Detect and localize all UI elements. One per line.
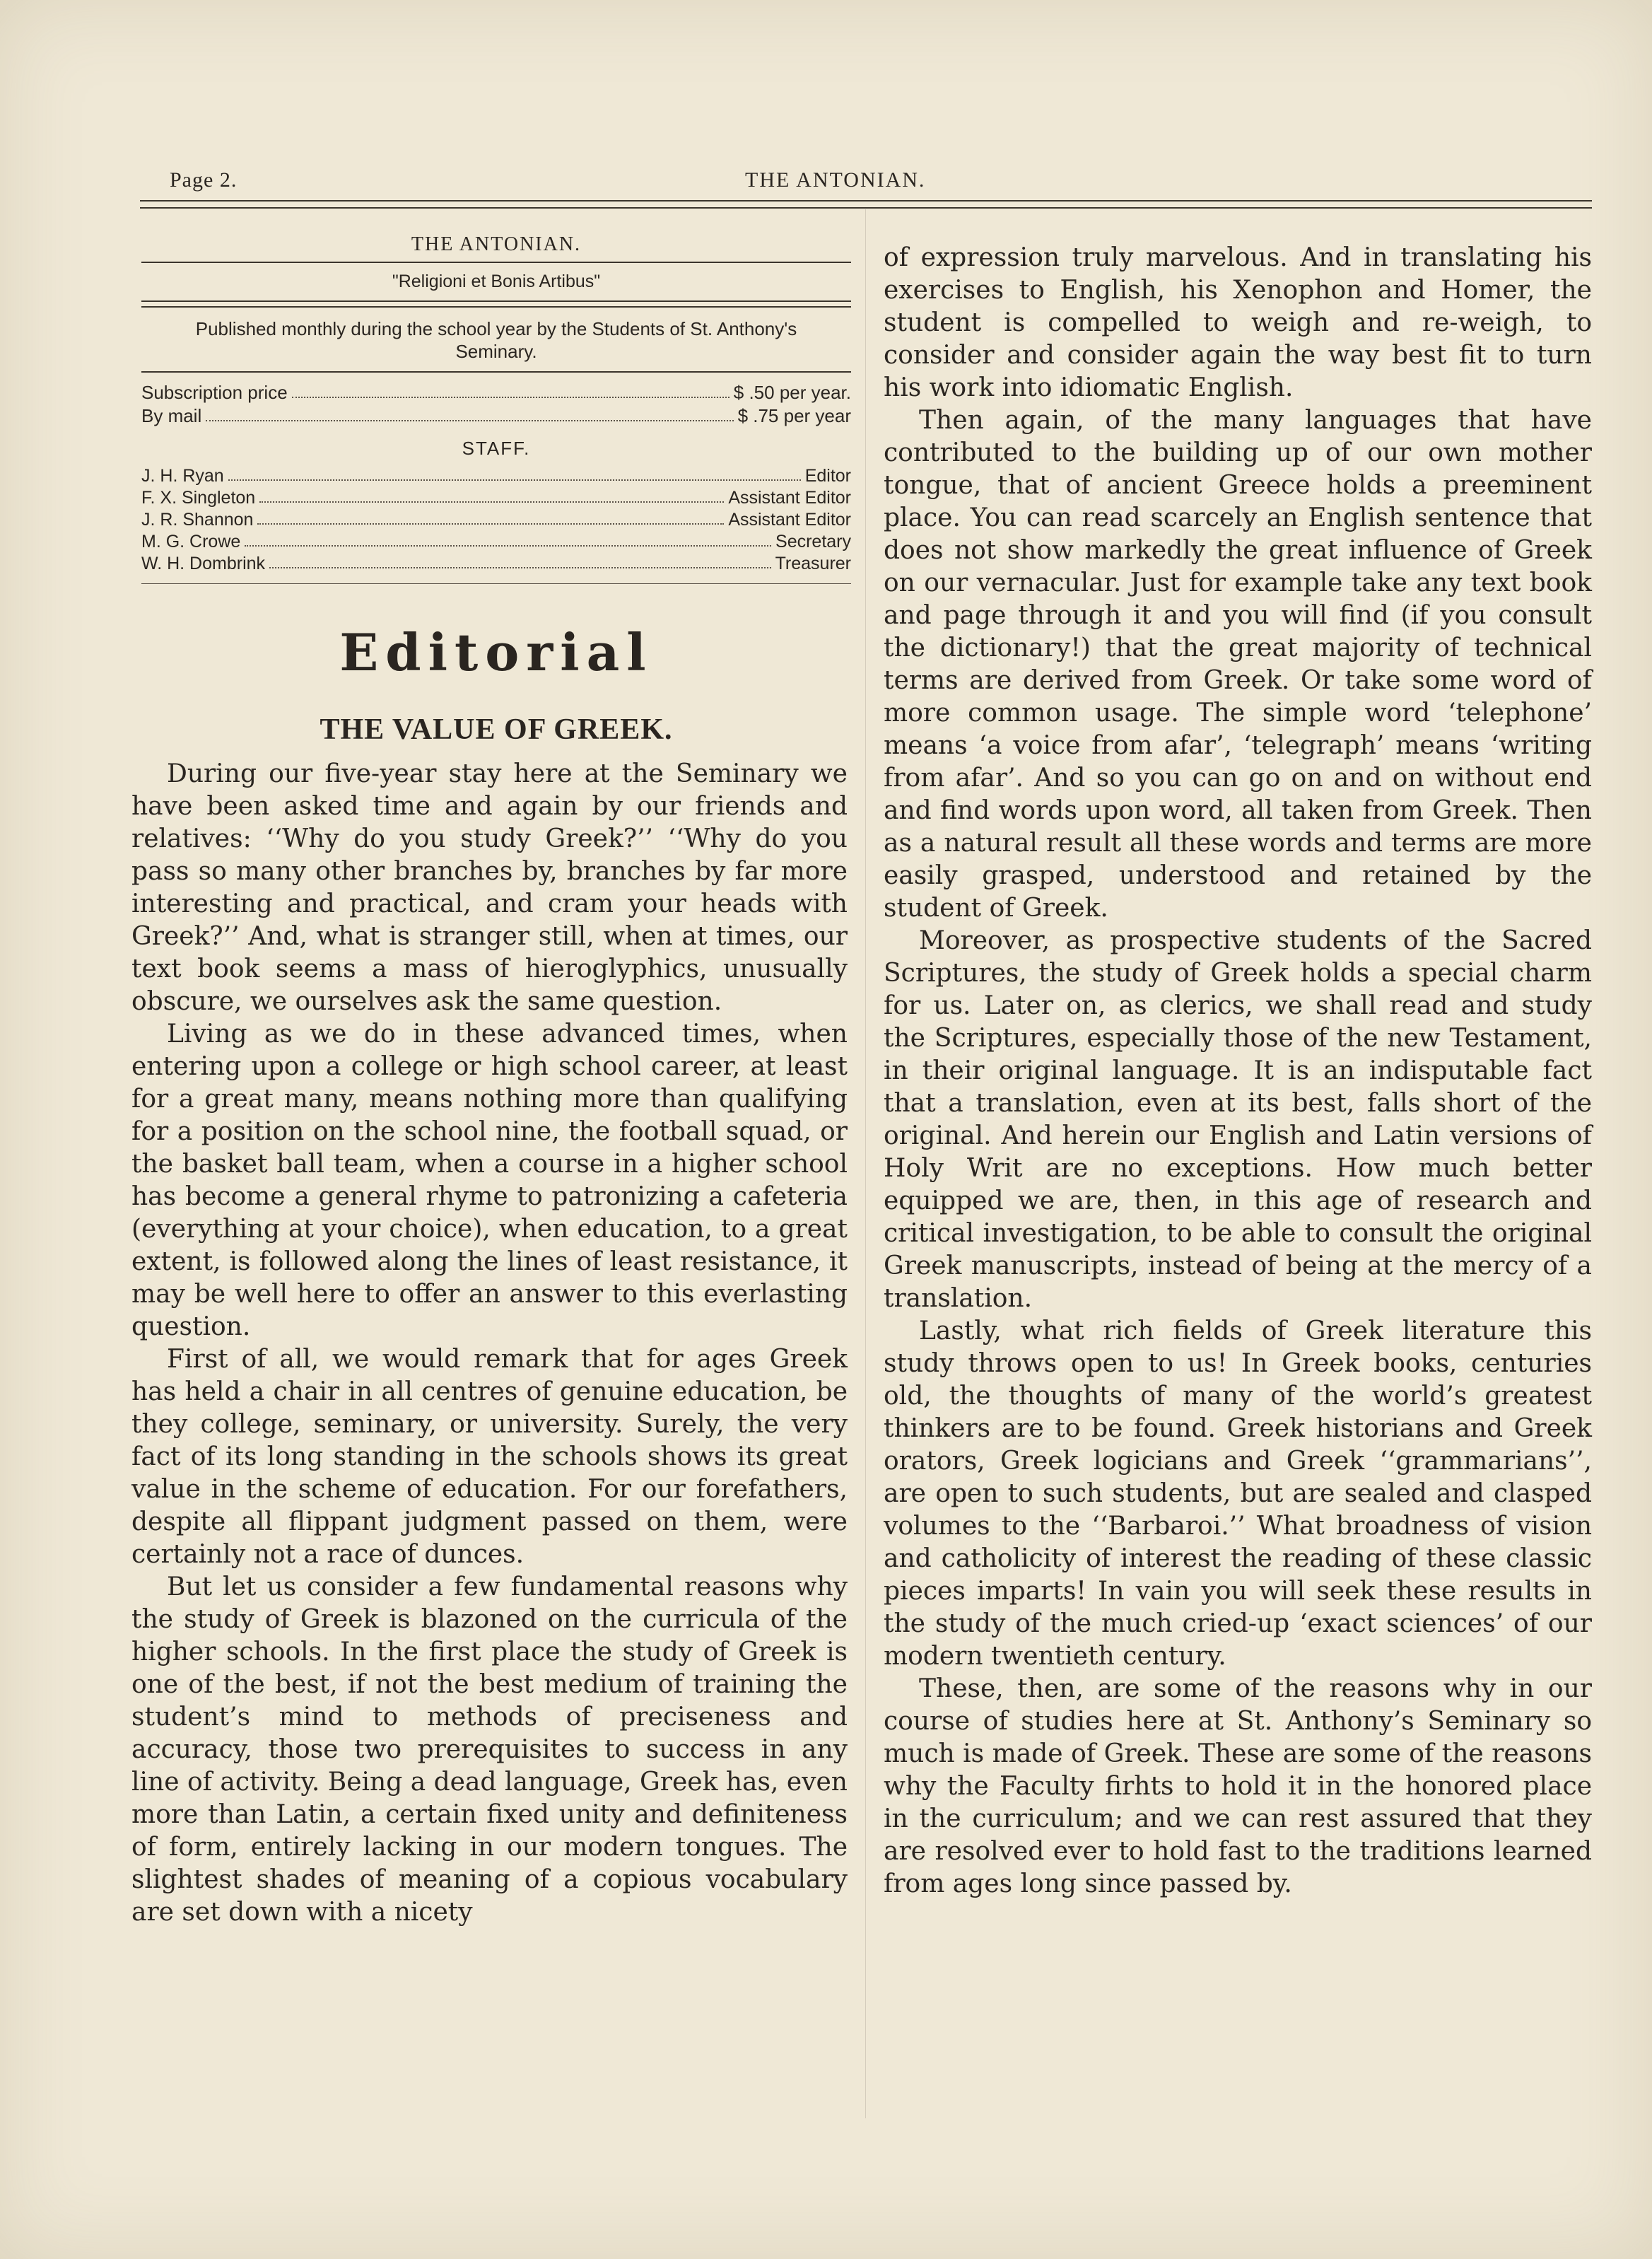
staff-row: [141, 465, 851, 487]
masthead-title: THE ANTONIAN.: [141, 233, 851, 263]
left-column: [131, 758, 848, 1929]
subscription-row: [141, 381, 851, 404]
article-title: THE VALUE OF GREEK.: [320, 713, 673, 746]
subscription-amount: $ .75 per year: [737, 405, 851, 426]
staff-role: Editor: [804, 466, 851, 486]
running-title: THE ANTONIAN.: [745, 168, 926, 192]
staff-name: J. H. Ryan: [141, 466, 224, 486]
staff-name: W. H. Dombrink: [141, 554, 266, 573]
subscription-row: [141, 404, 851, 428]
masthead-end-rule: [141, 583, 851, 584]
paragraph: First of all, we would remark that for ages Greek has held a chair in all centres of genuine education, be they college, seminary, or university. Surely, the very fact of its long standing in the schools shows its great value in the scheme of education. For our forefathers, despite all flippant judgment passed on them, were certainly not a race of dunces.: [131, 1345, 848, 1569]
publication-note: Published monthly during the school year by the Students of St. Anthony's Seminary.: [141, 306, 851, 373]
leader-dots: [259, 487, 724, 503]
staff-name: M. G. Crowe: [141, 532, 241, 551]
leader-dots: [257, 509, 724, 525]
staff-role: Assistant Editor: [728, 510, 851, 530]
leader-dots: [292, 381, 730, 398]
staff-name: F. X. Singleton: [141, 488, 256, 508]
staff-row: [141, 487, 851, 509]
staff-role: Secretary: [775, 532, 851, 551]
masthead: [141, 233, 851, 584]
paragraph: Living as we do in these advanced times, when entering upon a college or high school career, at least for a great many, means nothing more than qualifying for a position on the school nine, the football squad, or the basket ball team, when a course in a higher school has become a general rhyme to patronizing a cafeteria (everything at your choice), when education, to a great extent, is followed along the lines of least resistance, it may be well here to offer an answer to this everlasting question.: [131, 1020, 848, 1341]
masthead-motto: "Religioni et Bonis Artibus": [141, 263, 851, 302]
leader-dots: [206, 404, 733, 421]
staff-row: [141, 509, 851, 531]
leader-dots: [269, 553, 771, 568]
subscription-amount: $ .50 per year.: [733, 382, 851, 403]
leader-dots: [228, 465, 801, 481]
column-divider: [865, 209, 866, 2118]
paragraph: These, then, are some of the reasons why in our course of studies here at St. Anthony’s Seminary so much is made of Greek. These are some of the reasons why the Faculty firhts to hold it in the honored place in the curriculum; and we can rest assured that they are resolved ever to hold fast to the traditions learned from ages long since passed by.: [884, 1674, 1592, 1898]
staff-row: [141, 553, 851, 575]
staff-row: [141, 531, 851, 553]
paragraph: of expression truly marvelous. And in translating his exercises to English, his Xenophon and Homer, the student is compelled to weigh and re-weigh, to consider and consider again the way best fit to turn his work into idiomatic English.: [884, 243, 1592, 402]
right-column: [884, 242, 1592, 1901]
paragraph: But let us consider a few fundamental reasons why the study of Greek is blazoned on the curricula of the higher schools. In the first place the study of Greek is one of the best, if not the best medium of training the student’s mind to methods of preciseness and accuracy, those two prerequisites to success in any line of activity. Being a dead language, Greek has, even more than Latin, a certain fixed unity and definiteness of form, entirely lacking in our modern tongues. The slightest shades of meaning of a copious vocabulary are set down with a nicety: [131, 1572, 848, 1927]
paragraph: Moreover, as prospective students of the Sacred Scriptures, the study of Greek holds a special charm for us. Later on, as clerics, we shall read and study the Scriptures, especially those of the new Testament, in their original language. It is an indisputable fact that a translation, even at its best, falls short of the original. And herein our English and Latin versions of Holy Writ are no exceptions. How much better equipped we are, then, in this age of research and critical investigation, to be able to consult the original Greek manuscripts, instead of being at the mercy of a translation.: [884, 926, 1592, 1313]
paragraph: Lastly, what rich fields of Greek literature this study throws open to us! In Greek books, centuries old, the thoughts of many of the world’s greatest thinkers are to be found. Greek historians and Greek orators, Greek logicians and Greek ‘‘grammarians’’, are open to such students, but are sealed and clasped volumes to the ‘‘Barbaroi.’’ What broadness of vision and catholicity of interest the reading of these classic pieces imparts! In vain you will seek these results in the study of the much cried-up ‘exact sciences’ of our modern twentieth century.: [884, 1317, 1592, 1671]
subscription-block: [141, 373, 851, 428]
leader-dots: [245, 531, 771, 547]
editorial-heading: Editorial: [339, 622, 653, 682]
staff-list: [141, 465, 851, 575]
staff-title: STAFF.: [462, 438, 531, 459]
paragraph: Then again, of the many languages that have contributed to the building up of our own mother tongue, that of ancient Greece holds a preeminent place. You can read scarcely an English sentence that does not show markedly the great influence of Greek on our vernacular. Just for example take any text book and page through it and you will find (if you consult the dictionary!) that the great majority of technical terms are derived from Greek. Or take some word of more common usage. The simple word ‘telephone’ means ‘a voice from afar’, ‘telegraph’ means ‘writing from afar’. And so you can go on and on without end and find words upon word, all taken from Greek. Then as a natural result all these words and terms are more easily grasped, understood and retained by the student of Greek.: [884, 406, 1592, 923]
header-rule: [140, 207, 1592, 209]
paragraph: During our five-year stay here at the Seminary we have been asked time and again by our friends and relatives: ‘‘Why do you study Greek?’’ ‘‘Why do you pass so many other branches by, branches by far more interesting and practical, and cram your heads with Greek?’’ And, what is stranger still, when at times, our text book seems a mass of hieroglyphics, unusually obscure, we ourselves ask the same question.: [131, 759, 848, 1016]
subscription-label: By mail: [141, 405, 202, 426]
header-rule: [140, 200, 1592, 202]
subscription-label: Subscription price: [141, 382, 288, 403]
page-number: Page 2.: [170, 168, 238, 192]
staff-role: Assistant Editor: [728, 488, 851, 508]
staff-name: J. R. Shannon: [141, 510, 254, 530]
staff-role: Treasurer: [775, 554, 851, 573]
